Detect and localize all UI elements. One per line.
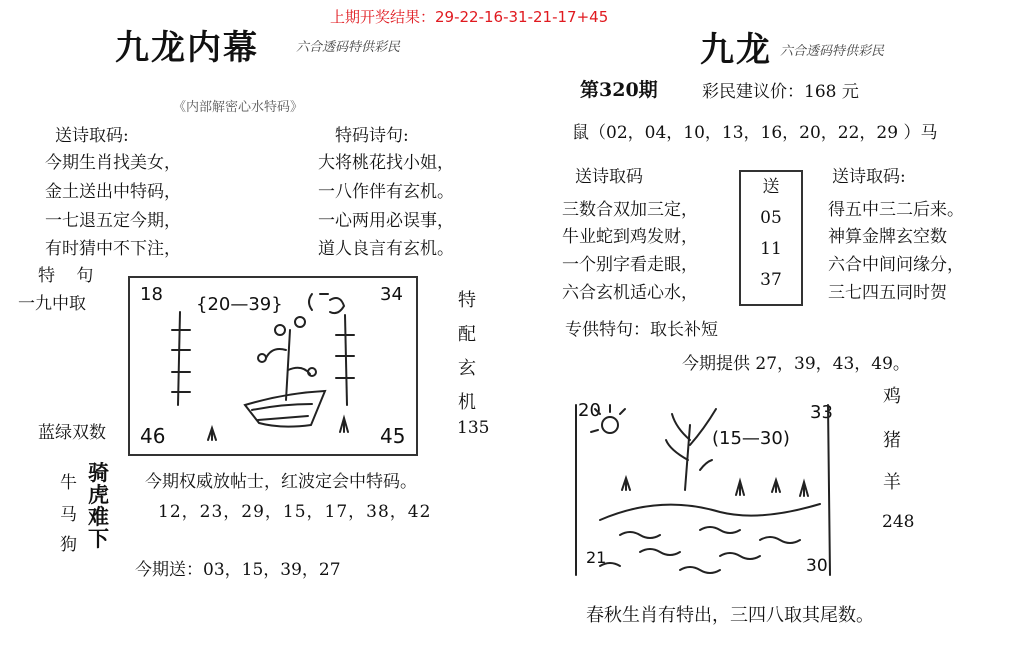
send-box-number: 11 [760,239,782,259]
right-poem-label-2: 送诗取码: [832,167,906,187]
left-side-hint-2: 蓝绿双数 [38,423,106,443]
left-idiom-char: 难 [88,504,109,529]
right-sketch-corner-tr: 33 [810,402,833,423]
suggested-price: 彩民建议价：168 元 [702,82,859,102]
left-zodiac-char: 牛 [60,473,77,493]
right-sketch-range: (15—30) [712,428,790,449]
left-poem-line: 一七退五定今期， [45,211,181,231]
left-side-vertical-char: 特 [458,290,476,311]
left-sketch-range: {20—39} [196,294,283,315]
left-side-vertical-char: 配 [458,324,476,345]
right-title: 九龙 [700,30,772,70]
left-inner-caption: 《内部解密心水特码》 [173,100,304,115]
left-poem-line: 今期生肖找美女， [45,153,181,173]
left-side-vertical-char: 机 [458,392,476,413]
right-sketch-corner-bl: 21 [586,548,607,567]
left-poem-line: 金土送出中特码， [45,182,181,202]
right-poem-line-2: 神算金牌玄空数 [828,227,947,247]
issue-number: 第320期 [580,79,658,101]
right-side-number: 248 [882,512,915,532]
left-special-poem-line: 一心两用必误事， [318,211,454,231]
right-poem-label: 送诗取码 [575,167,643,187]
left-special-poem-line: 大将桃花找小姐， [318,153,454,173]
right-poem-line-2: 得五中三二后来。 [828,200,964,220]
left-sketch-corner-tl: 18 [140,284,163,305]
right-subtitle: 六合透码特供彩民 [780,44,885,59]
right-poem-line: 三数合双加三定， [562,200,698,220]
left-special-poem-label: 特码诗句: [335,126,409,146]
left-subtitle: 六合透码特供彩民 [296,40,401,55]
left-idiom-char: 虎 [88,482,109,507]
left-poem-line: 有时猜中不下注， [45,239,181,259]
mouse-horse-line: 鼠（02，04，10，13，16，20，22，29 ）马 [572,123,938,143]
left-special-label: 特 句 [38,266,102,286]
right-sketch-corner-tl: 20 [578,400,601,421]
right-bottom-line: 春秋生肖有特出，三四八取其尾数。 [586,605,874,626]
left-side-vertical-char: 玄 [458,358,476,379]
right-poem-line: 牛业蛇到鸡发财， [562,227,698,247]
left-zodiac-char: 狗 [60,535,77,555]
send-box-title: 送 [762,177,780,197]
right-side-vertical-char: 羊 [883,472,901,493]
provide-line: 今期提供 27，39，43，49。 [682,354,910,374]
left-title: 九龙内幕 [115,28,259,68]
right-sketch-corner-br: 30 [806,556,828,576]
left-zodiac-char: 马 [60,505,77,525]
right-poem-line-2: 三七四五同时贺 [828,283,947,303]
left-sketch-corner-tr: 34 [380,284,403,305]
left-special-poem-line: 一八作伴有玄机。 [318,182,454,202]
right-side-vertical-char: 猪 [883,430,901,451]
left-sketch-corner-br: 45 [380,424,406,448]
right-poem-line: 六合玄机适心水， [562,283,698,303]
left-authority-line: 今期权威放帖士，红波定会中特码。 [145,472,417,492]
left-special-poem-line: 道人良言有玄机。 [318,239,454,259]
right-poem-line-2: 六合中间问缘分， [828,255,964,275]
left-idiom-char: 骑 [88,460,109,485]
left-send-line: 今期送：03，15，39，27 [135,560,341,580]
left-sketch-corner-bl: 46 [140,424,166,448]
left-idiom-char: 下 [88,526,109,551]
special-line: 专供特句：取长补短 [565,320,718,340]
send-box-number: 05 [760,208,782,228]
left-poem-label: 送诗取码: [55,126,129,146]
right-side-vertical-char: 鸡 [883,386,901,407]
left-side-number: 135 [457,418,490,438]
last-draw-results: 上期开奖结果：29-22-16-31-21-17+45 [330,8,609,26]
right-poem-line: 一个别字看走眼， [562,255,698,275]
send-box-number: 37 [760,270,782,290]
left-side-hint-1: 一九中取 [18,294,86,314]
left-numbers-line: 12，23，29，15，17，38，42 [158,502,432,522]
